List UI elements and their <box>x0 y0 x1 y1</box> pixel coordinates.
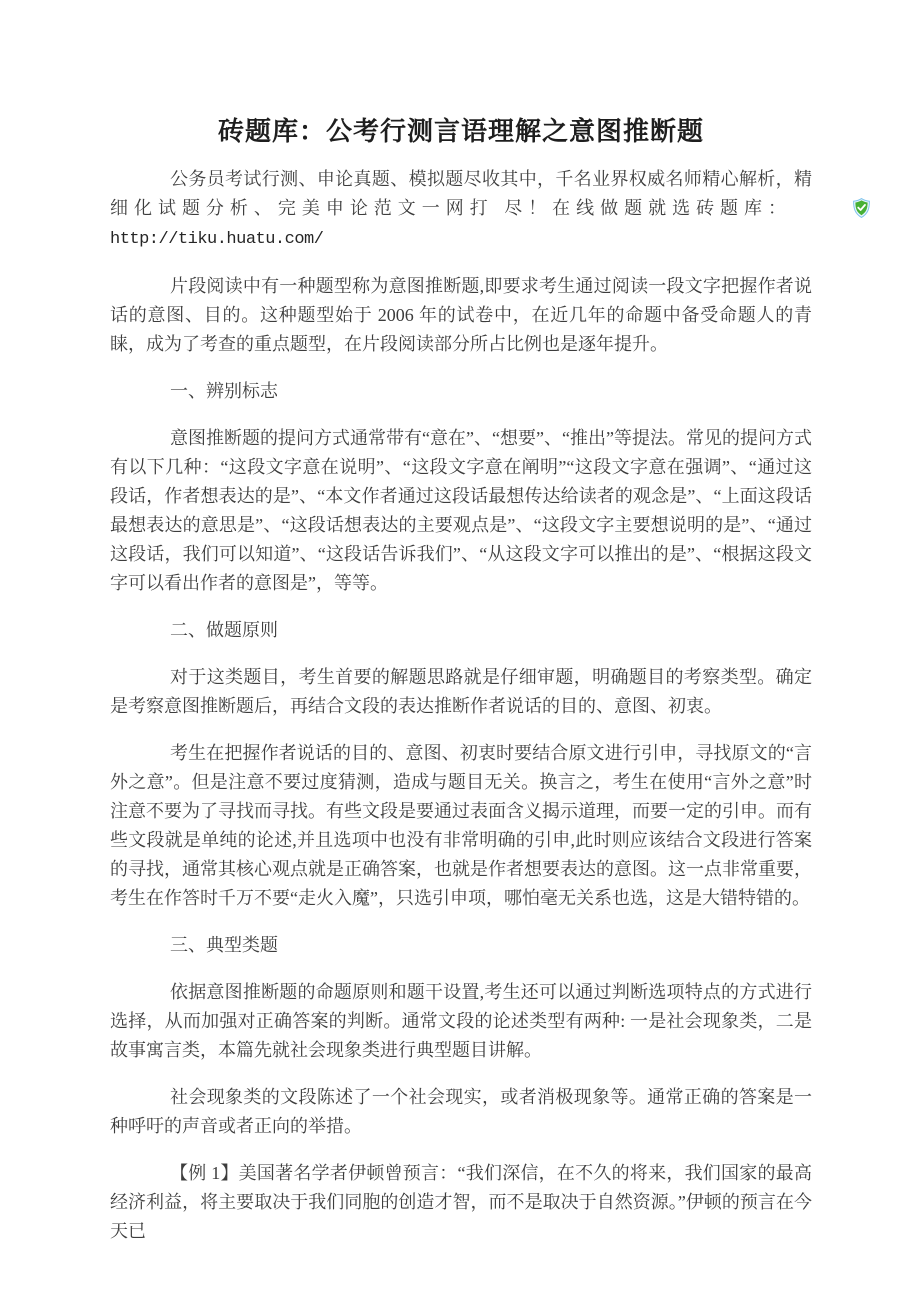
tiku-huatu-link[interactable]: http://tiku.huatu.com/ <box>110 230 324 249</box>
overview-paragraph: 片段阅读中有一种题型称为意图推断题,即要求考生通过阅读一段文字把握作者说话的意图、目的。这种题型始于 2006 年的试卷中，在近几年的命题中备受命题人的青睐，成为了考查的重点题型，在片段阅读部分所占比例也是逐年提升。 <box>110 276 812 354</box>
verified-shield-icon <box>793 198 810 218</box>
section-1-heading: 一、辨别标志 <box>170 381 278 401</box>
example-1-paragraph: 【例 1】美国著名学者伊顿曾预言：“我们深信，在不久的将来，我们国家的最高经济利益，将主要取决于我们同胞的创造才智，而不是取决于自然资源。”伊顿的预言在今天已 <box>110 1163 812 1241</box>
section-3-heading: 三、典型类题 <box>170 935 278 955</box>
section-3-body-1: 依据意图推断题的命题原则和题干设置,考生还可以通过判断选项特点的方式进行选择，从而加强对正确答案的判断。通常文段的论述类型有两种: 一是社会现象类，二是故事寓言类，本篇先就社会现象类进行典型题目讲解。 <box>110 982 812 1060</box>
intro-text: 公务员考试行测、申论真题、模拟题尽收其中，千名业界权威名师精心解析，精细化试题分析、完美申论范文一网打 尽！在线做题就选砖题库： <box>110 169 812 218</box>
section-3-body-2: 社会现象类的文段陈述了一个社会现实，或者消极现象等。通常正确的答案是一种呼吁的声音或者正向的举措。 <box>110 1087 812 1136</box>
section-2-body-2: 考生在把握作者说话的目的、意图、初衷时要结合原文进行引申，寻找原文的“言外之意”。但是注意不要过度猜测，造成与题目无关。换言之，考生在使用“言外之意”时注意不要为了寻找而寻找。有些文段是要通过表面含义揭示道理，而要一定的引申。而有些文段就是单纯的论述,并且选项中也没有非常明确的引申,此时则应该结合文段进行答案的寻找，通常其核心观点就是正确答案，也就是作者想要表达的意图。这一点非常重要，考生在作答时千万不要“走火入魔”，只选引申项，哪怕毫无关系也选，这是大错特错的。 <box>110 743 812 908</box>
page-title: 砖题库：公考行测言语理解之意图推断题 <box>217 117 704 146</box>
section-2-heading: 二、做题原则 <box>170 620 278 640</box>
section-1-body: 意图推断题的提问方式通常带有“意在”、“想要”、“推出”等提法。常见的提问方式有以下几种：“这段文字意在说明”、“这段文字意在阐明”“这段文字意在强调”、“通过这段话，作者想表达的是”、“本文作者通过这段话最想传达给读者的观念是”、“上面这段话最想表达的意思是”、“这段话想表达的主要观点是”、“这段文字主要想说明的是”、“通过这段话，我们可以知道”、“这段话告诉我们”、“从这段文字可以推出的是”、“根据这段文字可以看出作者的意图是”，等等。 <box>110 428 812 593</box>
section-2-body-1: 对于这类题目，考生首要的解题思路就是仔细审题，明确题目的考察类型。确定是考察意图推断题后，再结合文段的表达推断作者说话的目的、意图、初衷。 <box>110 667 812 716</box>
intro-paragraph <box>110 165 812 254</box>
